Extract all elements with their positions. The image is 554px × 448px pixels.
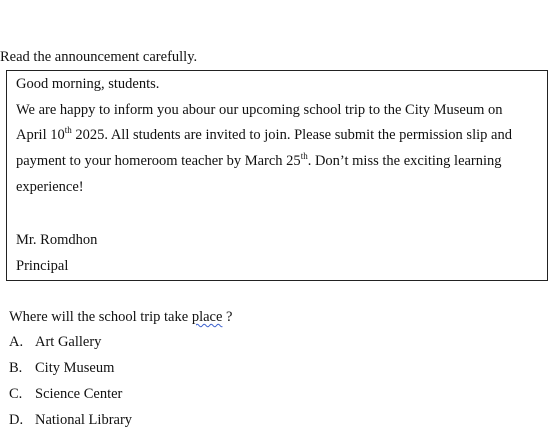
option-letter: A.	[9, 334, 24, 350]
spellcheck-marked-word: place	[191, 309, 223, 325]
line-3-suffix: . Don’t miss the exciting learning	[307, 153, 502, 169]
line-2-prefix: April 10	[16, 127, 65, 143]
signer-name: Mr. Romdhon	[16, 232, 98, 248]
instruction-text: Read the announcement carefully.	[0, 49, 198, 65]
announcement-greeting: Good morning, students.	[16, 76, 160, 92]
option-text: City Museum	[35, 360, 115, 376]
option-letter: C.	[9, 386, 23, 402]
option-text: National Library	[35, 412, 133, 428]
option-text: Art Gallery	[35, 334, 102, 350]
announcement-box	[6, 70, 548, 281]
question-text	[9, 310, 232, 325]
option-a[interactable]	[9, 335, 101, 350]
line-2-ordinal: th	[64, 125, 72, 135]
announcement-line-2	[16, 125, 512, 143]
option-c[interactable]	[9, 387, 122, 402]
option-letter: B.	[9, 360, 23, 376]
line-2-suffix: 2025. All students are invited to join. Please submit the permission slip and	[71, 127, 512, 143]
option-b[interactable]	[9, 361, 114, 376]
line-3-prefix: payment to your homeroom teacher by March 25	[16, 153, 301, 169]
announcement-line-1: We are happy to inform you abour our upcoming school trip to the City Museum on	[16, 102, 503, 118]
option-text: Science Center	[35, 386, 123, 402]
announcement-line-3	[16, 151, 502, 169]
signer-title: Principal	[16, 258, 69, 274]
question-after: ?	[222, 309, 233, 325]
announcement-line-4: experience!	[16, 179, 84, 195]
option-d[interactable]	[9, 413, 132, 428]
option-letter: D.	[9, 412, 24, 428]
question-before: Where will the school trip take	[9, 309, 192, 325]
line-3-ordinal: th	[300, 151, 308, 161]
